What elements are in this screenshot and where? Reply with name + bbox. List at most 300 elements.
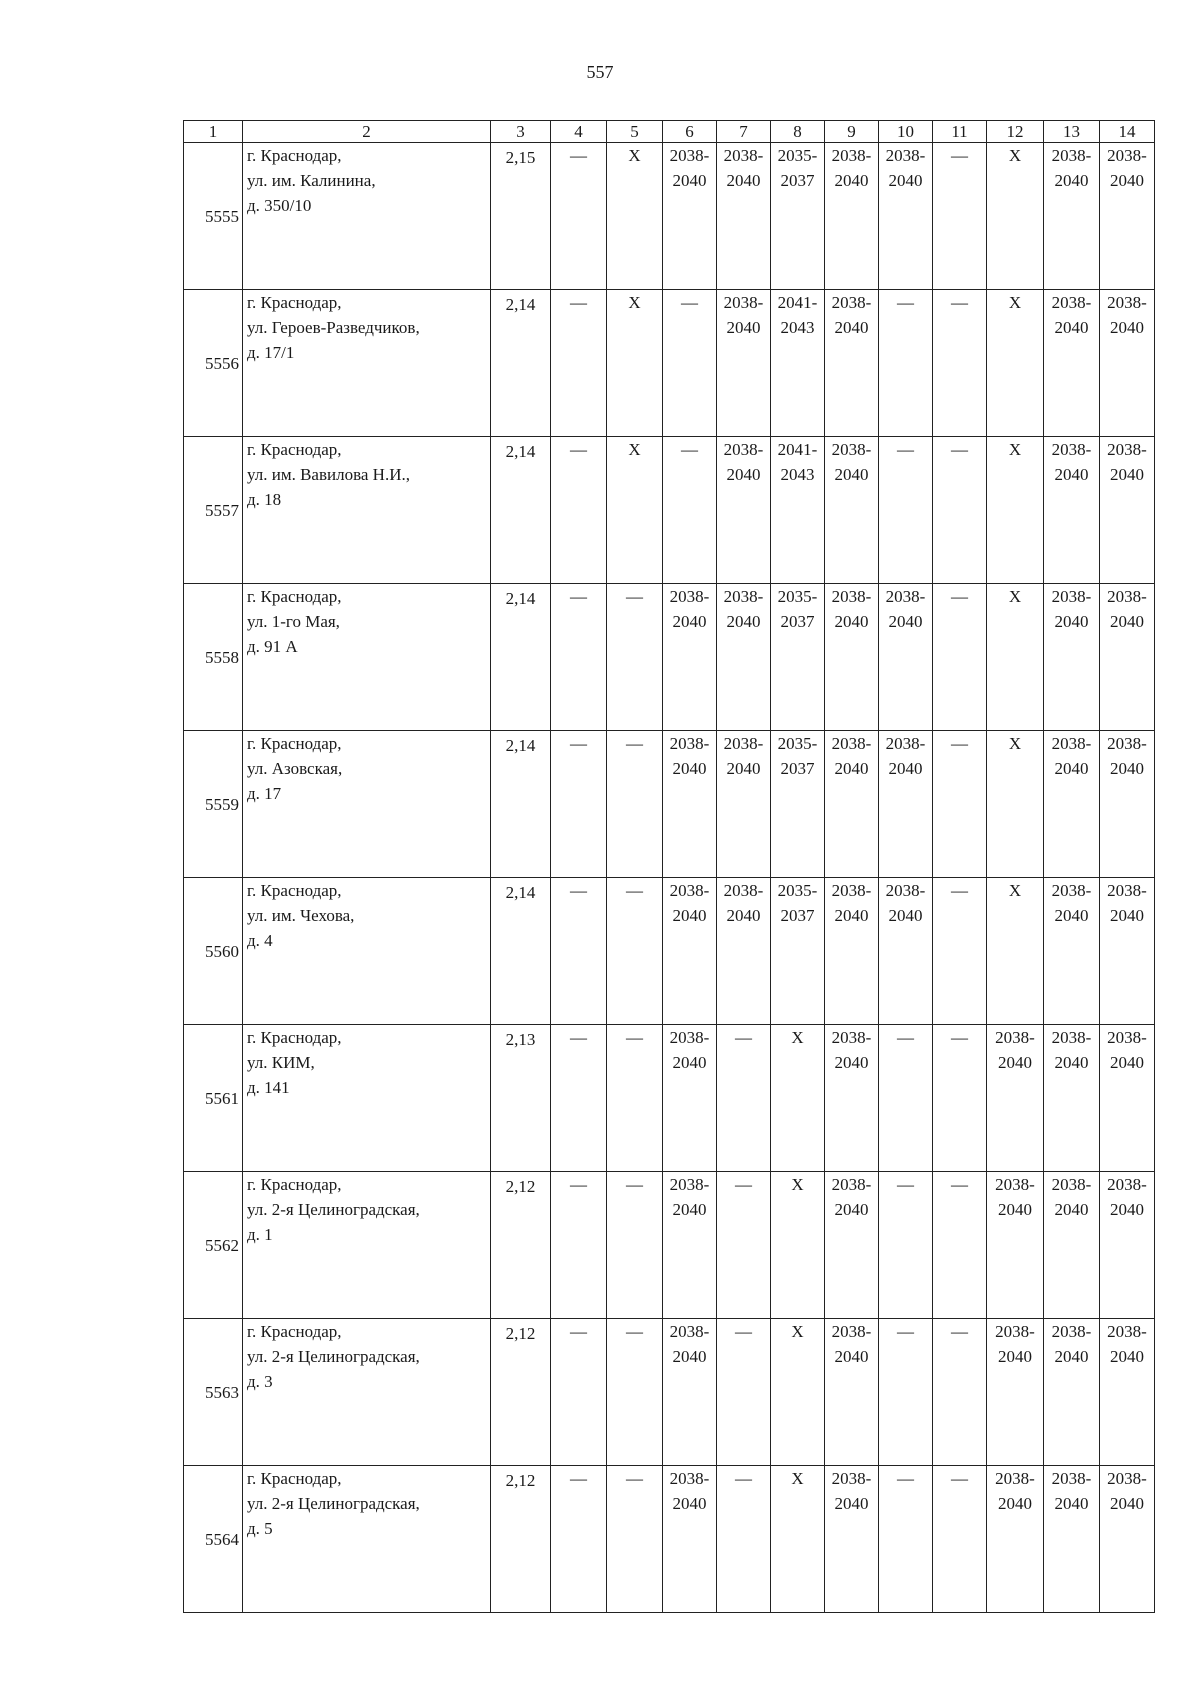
cell-line: —	[570, 1175, 587, 1194]
value-cell-col-12	[987, 731, 1044, 878]
cell-line: 2040	[834, 906, 869, 925]
address-line: ул. 2-я Целиноградская,	[247, 1347, 420, 1366]
cell-line: 2038-	[1107, 1028, 1147, 1047]
column-number-2: 2	[243, 121, 491, 143]
cell-line: 2040	[672, 171, 707, 190]
value-cell-col-3	[491, 1319, 551, 1466]
cell-line: —	[951, 734, 968, 753]
column-number-10: 10	[879, 121, 933, 143]
cell-line: —	[897, 440, 914, 459]
value-cell-col-6	[663, 584, 717, 731]
cell-line: —	[570, 1322, 587, 1341]
address-line: д. 91 А	[247, 637, 298, 656]
cell-line: 2040	[834, 1494, 869, 1513]
address-line: д. 4	[247, 931, 273, 950]
value-cell-col-10	[879, 1466, 933, 1613]
value-cell-col-10	[879, 143, 933, 290]
value-cell-col-13	[1044, 290, 1100, 437]
value-cell-col-14	[1100, 584, 1155, 731]
value-cell-col-10	[879, 1172, 933, 1319]
address-line: д. 141	[247, 1078, 290, 1097]
cell-line: 2038-	[995, 1469, 1035, 1488]
cell-line: 2040	[998, 1200, 1032, 1219]
table-row	[184, 1319, 1155, 1466]
cell-line: 2038-	[1107, 1175, 1147, 1194]
address-line: д. 5	[247, 1519, 273, 1538]
cell-line: 2041-	[777, 440, 818, 459]
value-cell-col-14	[1100, 143, 1155, 290]
cell-line: —	[897, 1469, 914, 1488]
row-id: 5563	[184, 1319, 243, 1466]
value-cell-col-3	[491, 1466, 551, 1613]
table-row	[184, 731, 1155, 878]
address-line: д. 350/10	[247, 196, 312, 215]
cell-line: 2038-	[831, 1469, 872, 1488]
cell-line: 2038-	[723, 440, 764, 459]
value-cell-col-14	[1100, 878, 1155, 1025]
cell-line: 2040	[672, 612, 707, 631]
value-cell-col-12	[987, 1025, 1044, 1172]
row-id: 5557	[184, 437, 243, 584]
address-cell	[243, 878, 491, 1025]
cell-line: 2040	[672, 1053, 707, 1072]
value-cell-col-5	[607, 731, 663, 878]
cell-line: —	[570, 440, 587, 459]
cell-line: 2040	[1110, 318, 1144, 337]
column-number-9: 9	[825, 121, 879, 143]
value-cell-col-13	[1044, 584, 1100, 731]
address-line: ул. им. Чехова,	[247, 906, 355, 925]
cell-line: 2038-	[1051, 734, 1092, 753]
cell-line: 2040	[888, 612, 923, 631]
value-cell-col-13	[1044, 731, 1100, 878]
value-cell-col-4	[551, 731, 607, 878]
value-cell-col-7	[717, 1466, 771, 1613]
value-cell-col-6	[663, 878, 717, 1025]
value-cell-col-8	[771, 1466, 825, 1613]
address-line: ул. Героев-Разведчиков,	[247, 318, 420, 337]
value-cell-col-4	[551, 1466, 607, 1613]
value-cell-col-7	[717, 1025, 771, 1172]
table-row	[184, 1025, 1155, 1172]
address-line: ул. 1-го Мая,	[247, 612, 340, 631]
cell-line: Х	[628, 440, 641, 459]
cell-line: 2040	[1054, 1494, 1089, 1513]
cell-line: 2037	[780, 759, 815, 778]
value-cell-col-14	[1100, 437, 1155, 584]
cell-line: 2040	[726, 906, 761, 925]
cell-line: —	[951, 1322, 968, 1341]
column-number-1: 1	[184, 121, 243, 143]
value-cell-col-10	[879, 290, 933, 437]
cell-line: 2035-	[777, 146, 818, 165]
column-number-7: 7	[717, 121, 771, 143]
cell-line: Х	[628, 146, 641, 165]
cell-line: 2038-	[669, 881, 710, 900]
value-cell-col-3	[491, 878, 551, 1025]
value-cell-col-4	[551, 584, 607, 731]
cell-line: 2038-	[995, 1175, 1035, 1194]
cell-line: —	[570, 1028, 587, 1047]
value-cell-col-3	[491, 731, 551, 878]
table-row	[184, 1466, 1155, 1613]
value-cell-col-11	[933, 1319, 987, 1466]
value-cell-col-7	[717, 1172, 771, 1319]
cell-line: 2038-	[1107, 293, 1147, 312]
cell-line: 2038-	[1051, 881, 1092, 900]
cell-line: 2,14	[505, 736, 536, 755]
cell-line: 2038-	[1051, 1469, 1092, 1488]
value-cell-col-6	[663, 1466, 717, 1613]
address-line: ул. Азовская,	[247, 759, 343, 778]
value-cell-col-6	[663, 731, 717, 878]
address-line: г. Краснодар,	[247, 587, 342, 606]
address-line: г. Краснодар,	[247, 146, 342, 165]
cell-line: —	[951, 881, 968, 900]
cell-line: 2038-	[1051, 587, 1092, 606]
column-number-4: 4	[551, 121, 607, 143]
value-cell-col-8	[771, 1172, 825, 1319]
value-cell-col-8	[771, 878, 825, 1025]
cell-line: 2040	[834, 318, 869, 337]
cell-line: 2040	[1110, 1347, 1144, 1366]
cell-line: 2040	[834, 759, 869, 778]
cell-line: —	[951, 1469, 968, 1488]
value-cell-col-6	[663, 1172, 717, 1319]
cell-line: 2040	[672, 759, 707, 778]
cell-line: 2040	[998, 1053, 1032, 1072]
cell-line: 2037	[780, 906, 815, 925]
cell-line: 2038-	[831, 1322, 872, 1341]
value-cell-col-9	[825, 731, 879, 878]
cell-line: —	[626, 734, 643, 753]
cell-line: 2038-	[1051, 440, 1092, 459]
cell-line: 2040	[726, 612, 761, 631]
value-cell-col-6	[663, 143, 717, 290]
cell-line: 2040	[1054, 1053, 1089, 1072]
value-cell-col-8	[771, 1319, 825, 1466]
value-cell-col-5	[607, 584, 663, 731]
cell-line: 2040	[1054, 318, 1089, 337]
cell-line: 2038-	[995, 1322, 1035, 1341]
column-number-6: 6	[663, 121, 717, 143]
row-id: 5559	[184, 731, 243, 878]
value-cell-col-12	[987, 143, 1044, 290]
cell-line: Х	[1008, 587, 1022, 606]
cell-line: 2040	[672, 1200, 707, 1219]
address-line: д. 18	[247, 490, 282, 509]
value-cell-col-12	[987, 878, 1044, 1025]
cell-line: —	[897, 1322, 914, 1341]
cell-line: —	[626, 587, 643, 606]
cell-line: Х	[791, 1469, 804, 1488]
value-cell-col-8	[771, 290, 825, 437]
address-line: г. Краснодар,	[247, 881, 342, 900]
value-cell-col-11	[933, 290, 987, 437]
value-cell-col-7	[717, 143, 771, 290]
cell-line: 2038-	[995, 1028, 1035, 1047]
address-line: г. Краснодар,	[247, 1469, 342, 1488]
cell-line: 2038-	[669, 146, 710, 165]
value-cell-col-5	[607, 290, 663, 437]
address-line: д. 1	[247, 1225, 273, 1244]
cell-line: 2040	[1110, 465, 1144, 484]
value-cell-col-6	[663, 1319, 717, 1466]
cell-line: 2038-	[831, 440, 872, 459]
row-id: 5564	[184, 1466, 243, 1613]
address-cell	[243, 584, 491, 731]
cell-line: 2043	[780, 465, 815, 484]
cell-line: —	[735, 1175, 752, 1194]
value-cell-col-13	[1044, 878, 1100, 1025]
address-line: г. Краснодар,	[247, 1322, 342, 1341]
cell-line: 2038-	[885, 734, 926, 753]
cell-line: 2040	[1054, 906, 1089, 925]
cell-line: 2038-	[669, 1322, 710, 1341]
address-line: ул. им. Калинина,	[247, 171, 376, 190]
cell-line: —	[626, 1175, 643, 1194]
value-cell-col-4	[551, 1319, 607, 1466]
column-number-11: 11	[933, 121, 987, 143]
value-cell-col-13	[1044, 1466, 1100, 1613]
value-cell-col-7	[717, 878, 771, 1025]
address-line: д. 17/1	[247, 343, 295, 362]
cell-line: —	[570, 146, 587, 165]
value-cell-col-12	[987, 1466, 1044, 1613]
cell-line: 2038-	[831, 1175, 872, 1194]
value-cell-col-3	[491, 1172, 551, 1319]
cell-line: 2,12	[505, 1471, 536, 1490]
column-number-13: 13	[1044, 121, 1100, 143]
cell-line: 2040	[1054, 1347, 1089, 1366]
value-cell-col-12	[987, 437, 1044, 584]
value-cell-col-12	[987, 290, 1044, 437]
cell-line: 2,12	[505, 1177, 536, 1196]
cell-line: —	[570, 881, 587, 900]
address-cell	[243, 1466, 491, 1613]
cell-line: 2038-	[885, 146, 926, 165]
cell-line: —	[681, 440, 698, 459]
cell-line: Х	[1008, 440, 1022, 459]
cell-line: 2037	[780, 171, 815, 190]
table-row	[184, 878, 1155, 1025]
cell-line: —	[626, 1322, 643, 1341]
cell-line: 2038-	[1051, 293, 1092, 312]
value-cell-col-14	[1100, 290, 1155, 437]
cell-line: 2040	[834, 1053, 869, 1072]
cell-line: 2040	[834, 171, 869, 190]
value-cell-col-4	[551, 437, 607, 584]
address-line: д. 3	[247, 1372, 273, 1391]
column-number-5: 5	[607, 121, 663, 143]
cell-line: 2,14	[505, 295, 536, 314]
value-cell-col-7	[717, 584, 771, 731]
value-cell-col-9	[825, 878, 879, 1025]
table-row	[184, 290, 1155, 437]
value-cell-col-3	[491, 584, 551, 731]
row-id: 5560	[184, 878, 243, 1025]
cell-line: 2038-	[723, 734, 764, 753]
value-cell-col-10	[879, 1025, 933, 1172]
value-cell-col-14	[1100, 1466, 1155, 1613]
cell-line: —	[570, 293, 587, 312]
register-table	[183, 120, 1155, 1613]
row-id: 5561	[184, 1025, 243, 1172]
value-cell-col-14	[1100, 1025, 1155, 1172]
value-cell-col-13	[1044, 1172, 1100, 1319]
cell-line: 2038-	[831, 734, 872, 753]
cell-line: 2040	[998, 1494, 1032, 1513]
cell-line: 2037	[780, 612, 815, 631]
value-cell-col-13	[1044, 1025, 1100, 1172]
cell-line: 2035-	[777, 587, 818, 606]
cell-line: 2043	[780, 318, 815, 337]
cell-line: 2040	[1110, 906, 1144, 925]
cell-line: 2038-	[669, 1469, 710, 1488]
cell-line: Х	[1008, 293, 1022, 312]
cell-line: —	[951, 146, 968, 165]
cell-line: 2040	[888, 759, 923, 778]
value-cell-col-11	[933, 143, 987, 290]
cell-line: Х	[791, 1028, 804, 1047]
cell-line: 2040	[1054, 612, 1089, 631]
value-cell-col-3	[491, 1025, 551, 1172]
value-cell-col-10	[879, 731, 933, 878]
cell-line: 2,12	[505, 1324, 536, 1343]
cell-line: 2038-	[1107, 587, 1147, 606]
column-number-12: 12	[987, 121, 1044, 143]
value-cell-col-5	[607, 143, 663, 290]
cell-line: —	[897, 293, 914, 312]
address-line: г. Краснодар,	[247, 293, 342, 312]
value-cell-col-12	[987, 1172, 1044, 1319]
value-cell-col-8	[771, 437, 825, 584]
value-cell-col-7	[717, 731, 771, 878]
cell-line: 2,14	[505, 589, 536, 608]
value-cell-col-14	[1100, 731, 1155, 878]
cell-line: 2038-	[831, 1028, 872, 1047]
cell-line: 2040	[672, 1347, 707, 1366]
cell-line: 2040	[1110, 171, 1144, 190]
value-cell-col-13	[1044, 437, 1100, 584]
value-cell-col-5	[607, 878, 663, 1025]
table-row	[184, 1172, 1155, 1319]
cell-line: 2038-	[831, 881, 872, 900]
address-line: г. Краснодар,	[247, 1028, 342, 1047]
value-cell-col-11	[933, 1025, 987, 1172]
cell-line: Х	[1008, 146, 1022, 165]
cell-line: 2040	[726, 759, 761, 778]
value-cell-col-9	[825, 1025, 879, 1172]
value-cell-col-7	[717, 1319, 771, 1466]
cell-line: 2038-	[1107, 734, 1147, 753]
value-cell-col-11	[933, 1466, 987, 1613]
cell-line: 2038-	[723, 881, 764, 900]
value-cell-col-14	[1100, 1319, 1155, 1466]
value-cell-col-6	[663, 437, 717, 584]
cell-line: 2035-	[777, 881, 818, 900]
cell-line: 2038-	[831, 146, 872, 165]
address-cell	[243, 1025, 491, 1172]
cell-line: —	[735, 1469, 752, 1488]
value-cell-col-4	[551, 143, 607, 290]
value-cell-col-5	[607, 437, 663, 584]
table-row	[184, 584, 1155, 731]
address-cell	[243, 143, 491, 290]
cell-line: 2040	[1054, 759, 1089, 778]
cell-line: Х	[791, 1322, 804, 1341]
cell-line: 2040	[834, 465, 869, 484]
value-cell-col-11	[933, 1172, 987, 1319]
cell-line: 2040	[726, 171, 761, 190]
value-cell-col-5	[607, 1172, 663, 1319]
value-cell-col-6	[663, 290, 717, 437]
cell-line: 2040	[888, 906, 923, 925]
cell-line: —	[681, 293, 698, 312]
cell-line: 2041-	[777, 293, 818, 312]
cell-line: —	[626, 881, 643, 900]
cell-line: 2038-	[885, 881, 926, 900]
value-cell-col-9	[825, 1466, 879, 1613]
address-line: г. Краснодар,	[247, 440, 342, 459]
value-cell-col-3	[491, 437, 551, 584]
value-cell-col-4	[551, 1172, 607, 1319]
header-row	[184, 121, 1155, 143]
cell-line: 2038-	[831, 293, 872, 312]
cell-line: Х	[1008, 734, 1022, 753]
cell-line: 2040	[726, 465, 761, 484]
value-cell-col-5	[607, 1319, 663, 1466]
cell-line: 2038-	[1051, 1175, 1092, 1194]
value-cell-col-6	[663, 1025, 717, 1172]
value-cell-col-8	[771, 584, 825, 731]
value-cell-col-11	[933, 731, 987, 878]
value-cell-col-9	[825, 437, 879, 584]
cell-line: —	[735, 1322, 752, 1341]
cell-line: 2040	[1054, 1200, 1089, 1219]
cell-line: 2040	[834, 1200, 869, 1219]
cell-line: 2035-	[777, 734, 818, 753]
value-cell-col-8	[771, 1025, 825, 1172]
address-line: ул. им. Вавилова Н.И.,	[247, 465, 410, 484]
cell-line: 2038-	[1107, 146, 1147, 165]
address-cell	[243, 731, 491, 878]
cell-line: 2040	[834, 1347, 869, 1366]
cell-line: —	[951, 1175, 968, 1194]
cell-line: 2038-	[1051, 1028, 1092, 1047]
value-cell-col-3	[491, 290, 551, 437]
cell-line: Х	[791, 1175, 804, 1194]
address-cell	[243, 437, 491, 584]
cell-line: 2038-	[1051, 1322, 1092, 1341]
cell-line: —	[570, 587, 587, 606]
cell-line: 2040	[834, 612, 869, 631]
value-cell-col-5	[607, 1466, 663, 1613]
value-cell-col-14	[1100, 1172, 1155, 1319]
value-cell-col-10	[879, 437, 933, 584]
cell-line: 2038-	[723, 293, 764, 312]
value-cell-col-13	[1044, 143, 1100, 290]
value-cell-col-4	[551, 878, 607, 1025]
address-line: г. Краснодар,	[247, 734, 342, 753]
value-cell-col-8	[771, 731, 825, 878]
cell-line: 2040	[1054, 171, 1089, 190]
cell-line: —	[951, 1028, 968, 1047]
cell-line: 2040	[1110, 612, 1144, 631]
value-cell-col-11	[933, 437, 987, 584]
cell-line: 2038-	[1051, 146, 1092, 165]
cell-line: Х	[628, 293, 641, 312]
